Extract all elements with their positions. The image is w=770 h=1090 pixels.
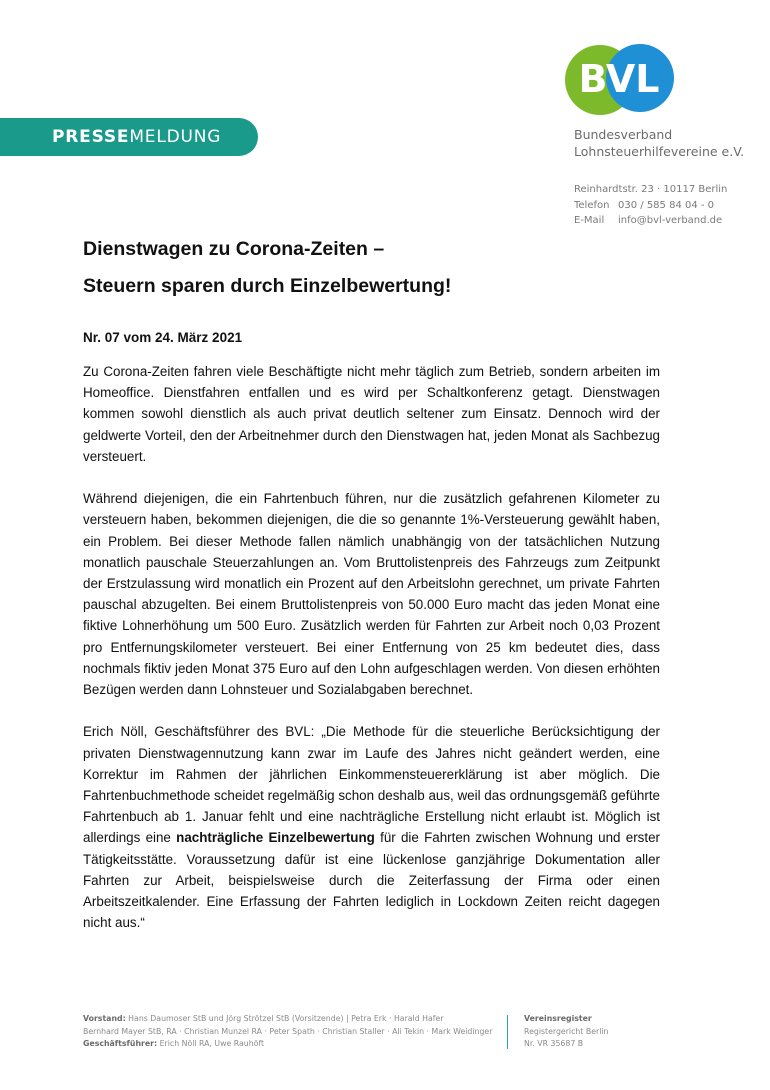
footer-board-info: [83, 1013, 492, 1051]
phone-label: Telefon: [574, 199, 610, 211]
press-release-label: [52, 127, 221, 147]
body-paragraph-2: Während diejenigen, die ein Fahrtenbuch führen, nur die zusätzlich gefahrenen Kilometer zu versteuern haben, bekommen diejenigen, die die so genannte 1%-Versteuerung gewählt haben, ein Problem. Bei dieser Methode fallen nämlich unabhängig von der tatsächlichen Nutzung monatlich pauschale Steuerzahlungen an. Vom Bruttolistenpreis des Fahrzeugs zum Zeitpunkt der Erstzulassung wird monatlich ein Prozent auf den Arbeitslohn gerechnet, um private Fahrten pauschal abzugelten. Bei einem Bruttolistenpreis von 50.000 Euro macht das jeden Monat eine fiktive Lohnerhöhung um 500 Euro. Zusätzlich werden für Fahrten zur Arbeit noch 0,03 Prozent pro Entfernungskilometer versteuert. Bei einer Entfernung von 25 km bedeutet dies, dass nochmals fiktiv jeden Monat 375 Euro auf den Lohn aufgeschlagen werden. Von diesen erhöhten Bezügen werden dann Lohnsteuer und Sozialabgaben berechnet.: [83, 491, 660, 698]
org-name-line2: Lohnsteuerhilfevereine e.V.: [574, 144, 745, 159]
organization-name: [574, 126, 744, 160]
paragraph-3-text-end: für die Fahrten zwischen Wohnung und erster Tätigkeitsstätte. Voraussetzung dafür ist eine lückenlose ganzjährige Dokumentation aller Fahrten zur Arbeit, beispielsweise durch die Zeiterfassung der Firma oder einen Arbeitszeitkalender. Eine Erfassung der Fahrten lediglich in Lockdown Zeiten reicht dagegen nicht aus.“: [83, 830, 660, 931]
footer-board-line2: Bernhard Mayer StB, RA · Christian Munzel RA · Peter Spath · Christian Staller · Ali Tekin · Mark Weidinger: [83, 1026, 493, 1036]
org-address: Reinhardtstr. 23 · 10117 Berlin: [574, 184, 728, 195]
press-release-banner: [0, 118, 258, 156]
footer-board-line1: [83, 1013, 492, 1026]
org-name-line1: Bundesverband: [574, 127, 673, 142]
board-names-1: Hans Daumoser StB und Jörg Strötzel StB (Vorsitzende) | Petra Erk · Harald Hafer: [125, 1014, 444, 1023]
footer-managing-directors: [83, 1038, 492, 1051]
phone-number: 030 / 585 84 04 - 0: [618, 199, 715, 211]
footer-divider: [507, 1015, 508, 1049]
register-label: Vereinsregister: [524, 1014, 592, 1023]
organization-contact: [574, 182, 727, 229]
body-paragraph-1: Zu Corona-Zeiten fahren viele Beschäftigte nicht mehr täglich zum Betrieb, sondern arbeiten im Homeoffice. Dienstfahren entfallen und es wird per Schaltkonferenz getagt. Dienstwagen kommen sowohl dienstlich als auch privat deutlich seltener zum Einsatz. Dennoch wird der geldwerte Vorteil, den der Arbeitnehmer durch den Dienstwagen hat, jeden Monat als Sachbezug versteuert.: [83, 364, 660, 464]
org-email-row: [574, 213, 727, 229]
register-number: Nr. VR 35687 B: [524, 1039, 584, 1048]
managing-directors-label: Geschäftsführer:: [83, 1039, 158, 1048]
org-phone-row: [574, 198, 727, 214]
email-label: E-Mail: [574, 215, 605, 226]
footer-register-info: [524, 1013, 608, 1051]
issue-number-date: Nr. 07 vom 24. März 2021: [83, 330, 243, 345]
banner-bold-text: PRESSE: [52, 127, 130, 147]
logo-text: BVL: [578, 57, 660, 101]
email-address[interactable]: info@bvl-verband.de: [618, 215, 723, 226]
press-headline: [83, 231, 451, 305]
headline-line2: Steuern sparen durch Einzelbewertung!: [83, 275, 452, 297]
paragraph-3-text-start: Erich Nöll, Geschäftsführer des BVL: „Die Methode für die steuerliche Berücksichtigung der privaten Dienstwagennutzung kann zwar im Laufe des Jahres nicht geändert werden, eine Korrektur im Rahmen der jährlichen Einkommensteuererklärung ist aber möglich. Die Fahrtenbuchmethode scheidet regelmäßig schon deshalb aus, weil das ordnungsgemäß geführte Fahrtenbuch ab 1. Januar fehlt und eine nachträgliche Erstellung nicht erlaubt ist. Möglich ist allerdings eine: [83, 724, 660, 846]
bvl-logo: [563, 42, 675, 118]
managing-directors-names: Erich Nöll RA, Uwe Rauhöft: [157, 1039, 265, 1048]
body-paragraph-3: [83, 721, 660, 933]
paragraph-3-emphasis: nachträgliche Einzelbewertung: [176, 830, 375, 846]
register-court: Registergericht Berlin: [524, 1026, 609, 1036]
press-body: [83, 361, 660, 955]
board-label: Vorstand:: [83, 1014, 126, 1023]
banner-light-text: MELDUNG: [129, 127, 222, 147]
headline-line1: Dienstwagen zu Corona-Zeiten –: [83, 238, 385, 260]
